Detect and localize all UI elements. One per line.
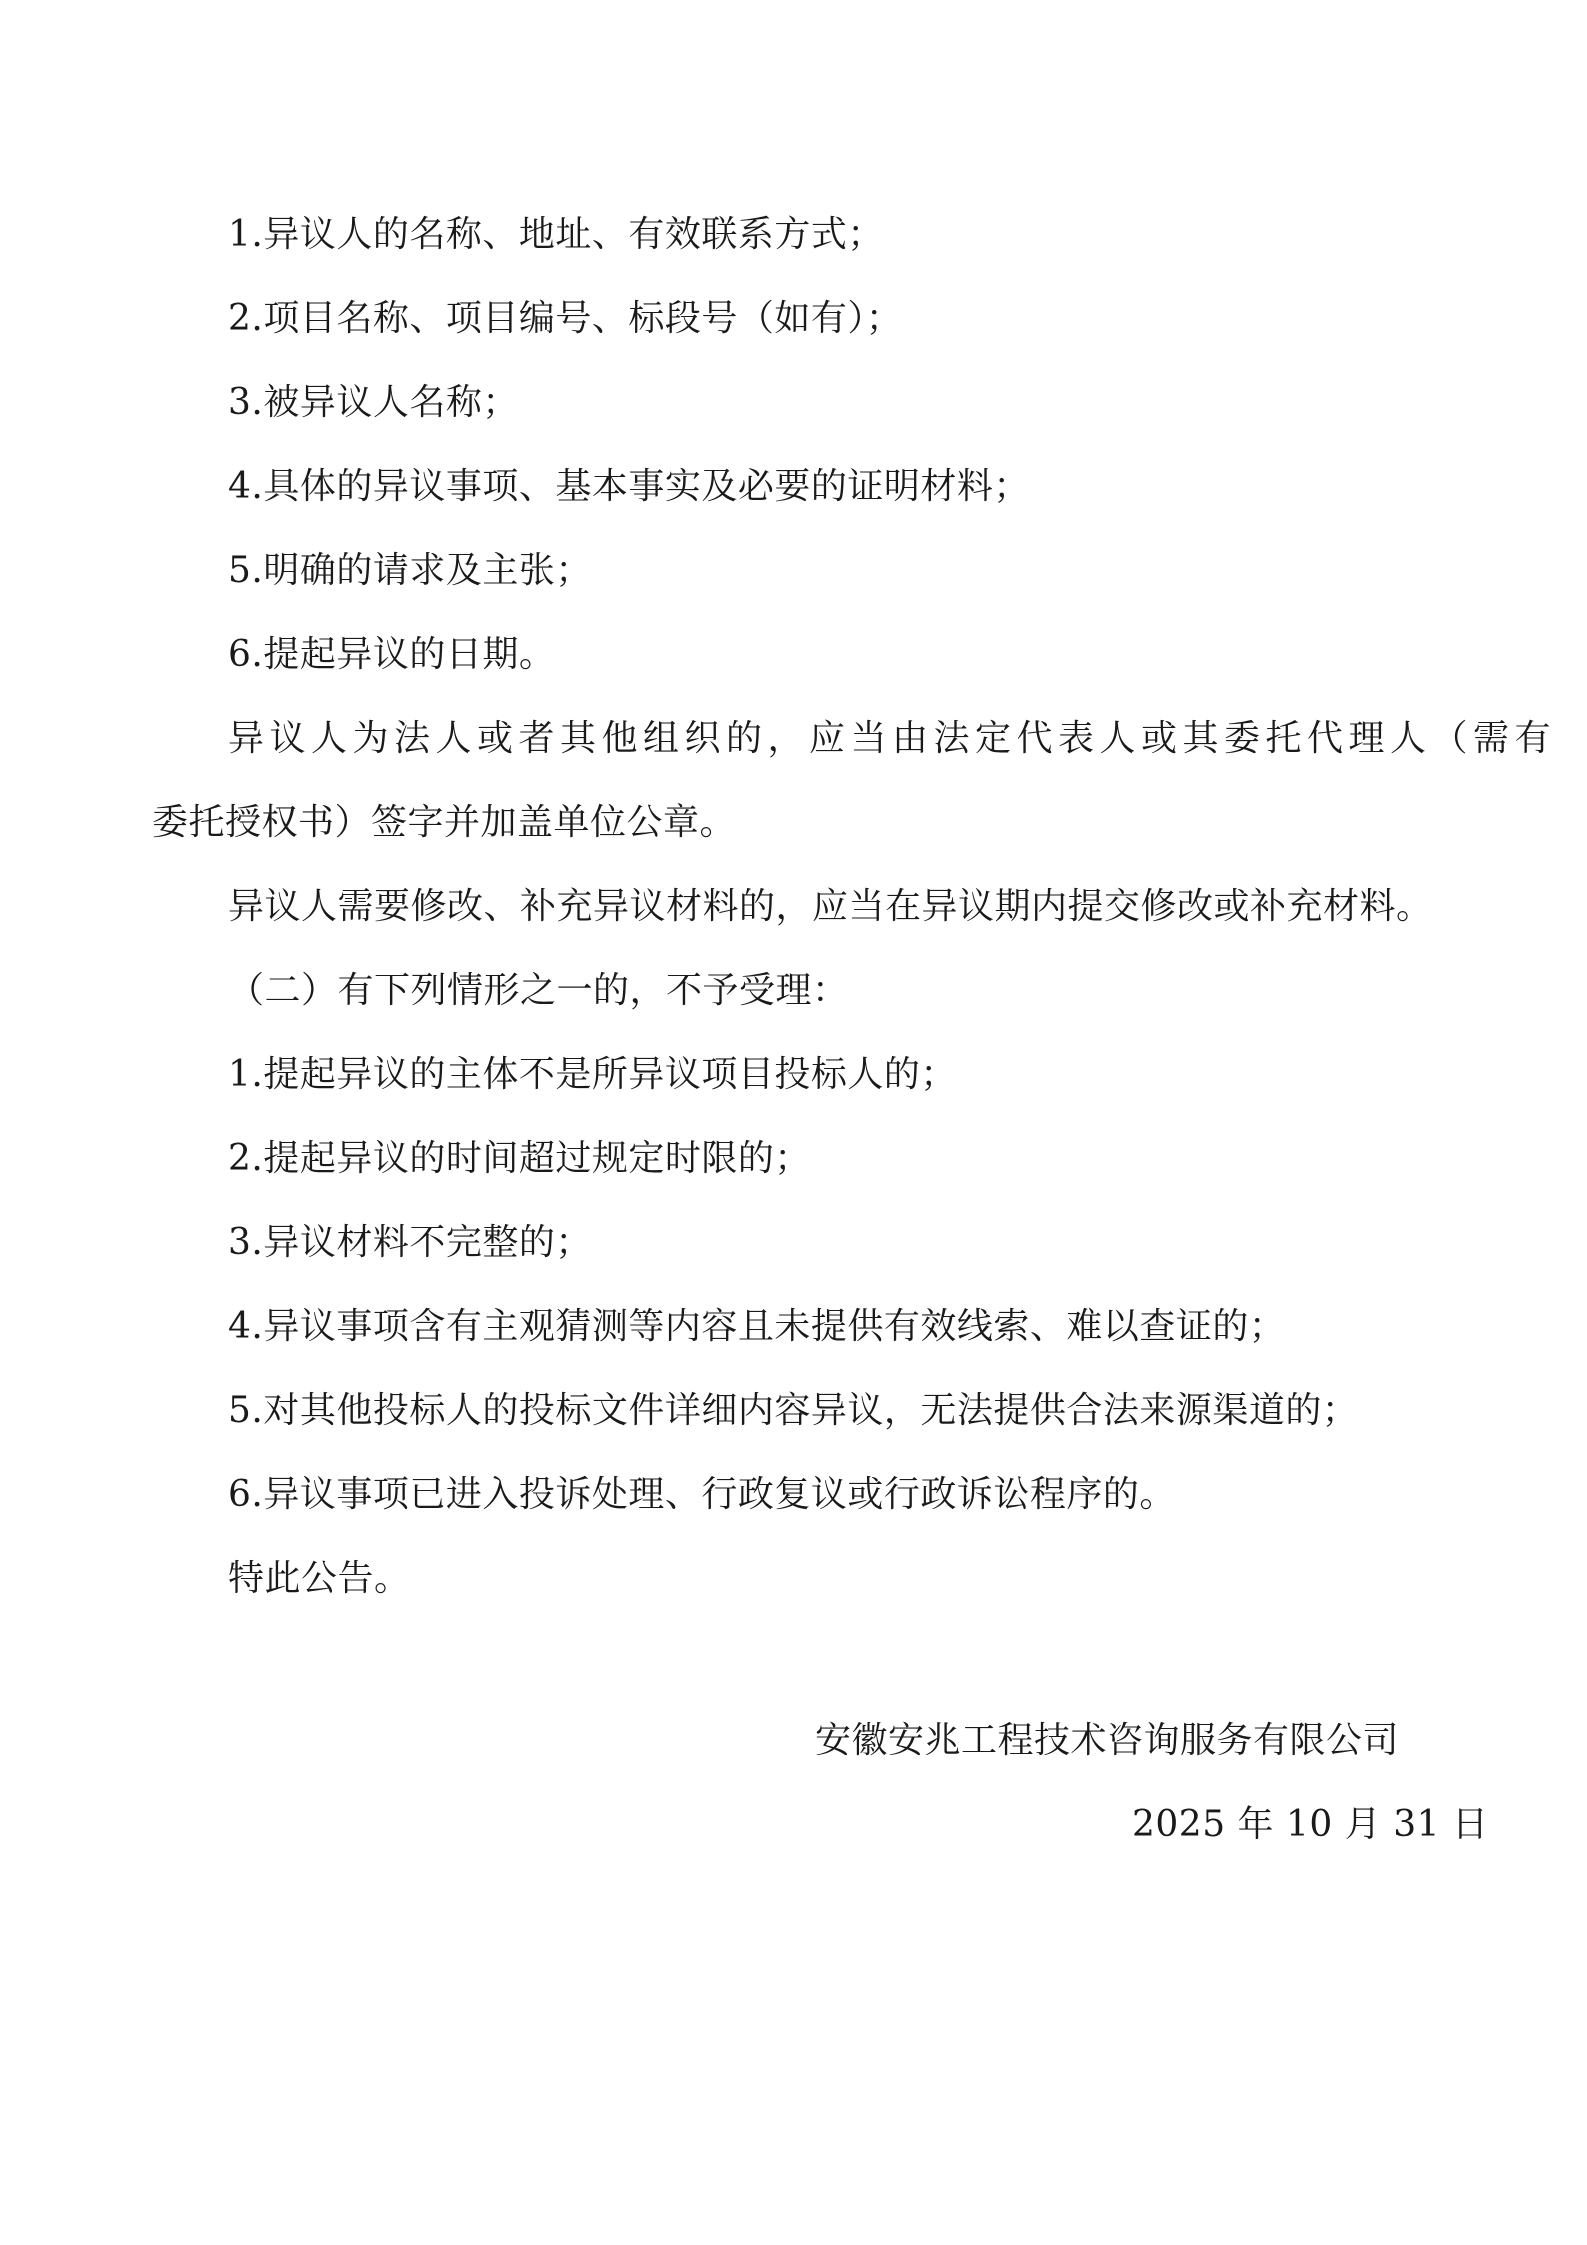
rejection-item-4: 4.异议事项含有主观猜测等内容且未提供有效线索、难以查证的； bbox=[228, 1306, 1286, 1347]
requirement-item-1: 1.异议人的名称、地址、有效联系方式； bbox=[228, 214, 884, 255]
signature-date: 2025 年 10 月 31 日 bbox=[1132, 1804, 1489, 1845]
requirement-item-5: 5.明确的请求及主张； bbox=[228, 550, 592, 591]
requirement-item-3: 3.被异议人名称； bbox=[228, 382, 519, 423]
rejection-item-1: 1.提起异议的主体不是所异议项目投标人的； bbox=[228, 1054, 957, 1095]
signature-paragraph-line-1: 异议人为法人或者其他组织的，应当由法定代表人或其委托代理人（需有 bbox=[228, 718, 1557, 759]
section-two-heading: （二）有下列情形之一的，不予受理： bbox=[228, 970, 849, 1011]
rejection-item-6: 6.异议事项已进入投诉处理、行政复议或行政诉讼程序的。 bbox=[228, 1474, 1176, 1515]
revision-paragraph: 异议人需要修改、补充异议材料的，应当在异议期内提交修改或补充材料。 bbox=[228, 886, 1433, 927]
signature-paragraph-line-2: 委托授权书）签字并加盖单位公章。 bbox=[152, 802, 737, 843]
rejection-item-5: 5.对其他投标人的投标文件详细内容异议，无法提供合法来源渠道的； bbox=[228, 1390, 1359, 1431]
requirement-item-4: 4.具体的异议事项、基本事实及必要的证明材料； bbox=[228, 466, 1030, 507]
closing-statement: 特此公告。 bbox=[228, 1558, 411, 1599]
signature-company: 安徽安兆工程技术咨询服务有限公司 bbox=[815, 1720, 1400, 1761]
requirement-item-2: 2.项目名称、项目编号、标段号（如有）； bbox=[228, 298, 903, 339]
rejection-item-2: 2.提起异议的时间超过规定时限的； bbox=[228, 1138, 811, 1179]
rejection-item-3: 3.异议材料不完整的； bbox=[228, 1222, 592, 1263]
requirement-item-6: 6.提起异议的日期。 bbox=[228, 634, 556, 675]
